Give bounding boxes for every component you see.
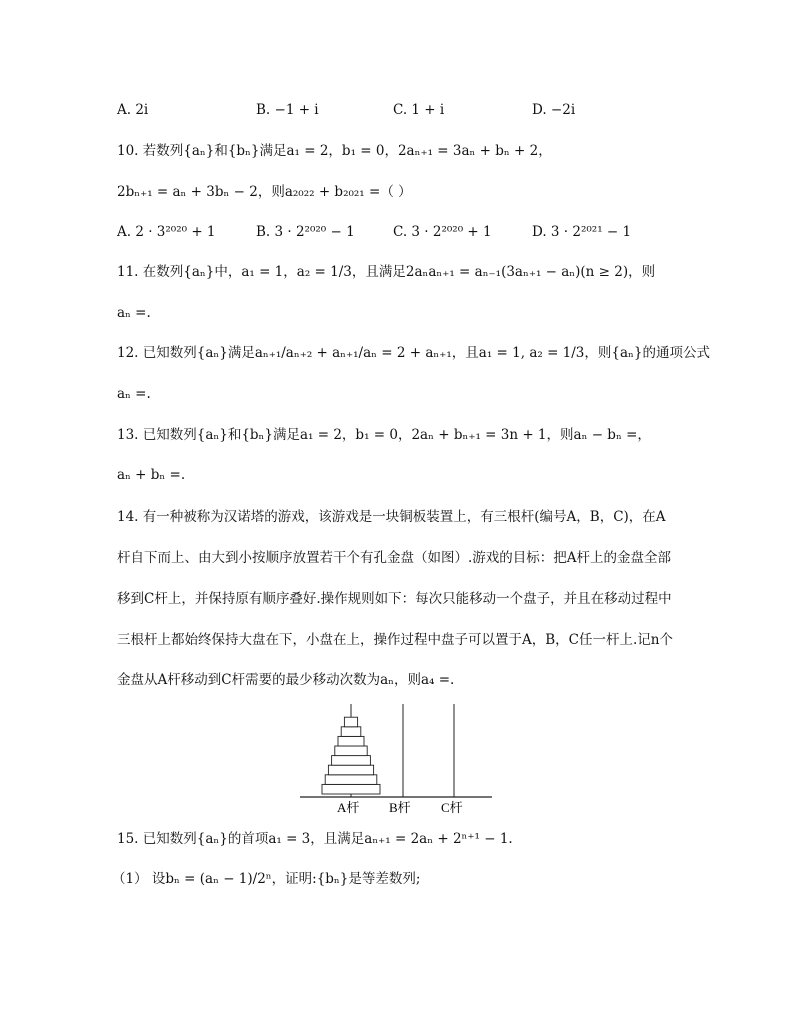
q14-line-1: 14. 有一种被称为汉诺塔的游戏，该游戏是一块铜板装置上，有三根杆(编号A，B，C)，在A xyxy=(117,509,666,525)
q9-option-a: A. 2i xyxy=(117,102,149,118)
disk-3 xyxy=(328,765,373,775)
q14-line-4: 三根杆上都始终保持大盘在下，小盘在上，操作过程中盘子可以置于A，B，C任一杆上.记n个 xyxy=(117,632,673,648)
disk-5 xyxy=(335,746,367,756)
q10-line-1: 10. 若数列{aₙ}和{bₙ}满足a₁ = 2，b₁ = 0，2aₙ₊₁ = 3aₙ + bₙ + 2， xyxy=(117,143,552,159)
q10-line-2: 2bₙ₊₁ = aₙ + 3bₙ − 2，则a₂₀₂₂ + b₂₀₂₁ =（ ） xyxy=(117,184,412,200)
q14-line-2: 杆自下而上、由大到小按顺序放置若干个有孔金盘（如图）.游戏的目标：把A杆上的金盘全部 xyxy=(117,550,672,566)
q10-option-b: B. 3 · 2²⁰²⁰ − 1 xyxy=(256,224,355,240)
q13-line-1: 13. 已知数列{aₙ}和{bₙ}满足a₁ = 2，b₁ = 0，2aₙ + bₙ₊₁ = 3n + 1，则aₙ − bₙ =， xyxy=(117,427,651,443)
q13-line-2: aₙ + bₙ =. xyxy=(117,467,186,483)
disk-stack xyxy=(322,717,380,794)
q9-option-b: B. −1 + i xyxy=(256,102,319,118)
q9-option-d: D. −2i xyxy=(532,102,576,118)
q15-part-1: （1） 设bₙ = (aₙ − 1)/2ⁿ，证明:{bₙ}是等差数列; xyxy=(112,871,421,887)
disk-8 xyxy=(344,717,357,727)
disk-2 xyxy=(325,775,377,785)
rod-a-label: A杆 xyxy=(337,800,360,815)
q14-line-5: 金盘从A杆移动到C杆需要的最少移动次数为aₙ，则a₄ =. xyxy=(117,672,455,688)
rod-b-label: B杆 xyxy=(389,800,411,815)
disk-4 xyxy=(332,756,371,766)
q10-option-d: D. 3 · 2²⁰²¹ − 1 xyxy=(532,224,632,240)
q10-option-a: A. 2 · 3²⁰²⁰ + 1 xyxy=(117,224,216,240)
disk-6 xyxy=(338,736,364,746)
q14-line-3: 移到C杆上，并保持原有顺序叠好.操作规则如下：每次只能移动一个盘子，并且在移动过程中 xyxy=(117,591,672,607)
disk-1 xyxy=(322,784,380,794)
hanoi-tower-figure xyxy=(296,700,496,818)
q12-line-1: 12. 已知数列{aₙ}满足aₙ₊₁/aₙ₊₂ + aₙ₊₁/aₙ = 2 + aₙ₊₁，且a₁ = 1, a₂ = 1/3，则{aₙ}的通项公式 xyxy=(117,345,710,361)
rod-c-label: C杆 xyxy=(441,800,463,815)
q11-line-2: aₙ =. xyxy=(117,305,151,321)
q15-line-1: 15. 已知数列{aₙ}的首项a₁ = 3，且满足aₙ₊₁ = 2aₙ + 2ⁿ⁺¹ − 1. xyxy=(117,831,513,847)
q10-option-c: C. 3 · 2²⁰²⁰ + 1 xyxy=(393,224,492,240)
disk-7 xyxy=(341,727,361,737)
q11-line-1: 11. 在数列{aₙ}中，a₁ = 1，a₂ = 1/3，且满足2aₙaₙ₊₁ = aₙ₋₁(3aₙ₊₁ − aₙ)(n ≥ 2)，则 xyxy=(117,264,656,280)
q12-line-2: aₙ =. xyxy=(117,386,151,402)
q9-option-c: C. 1 + i xyxy=(393,102,445,118)
